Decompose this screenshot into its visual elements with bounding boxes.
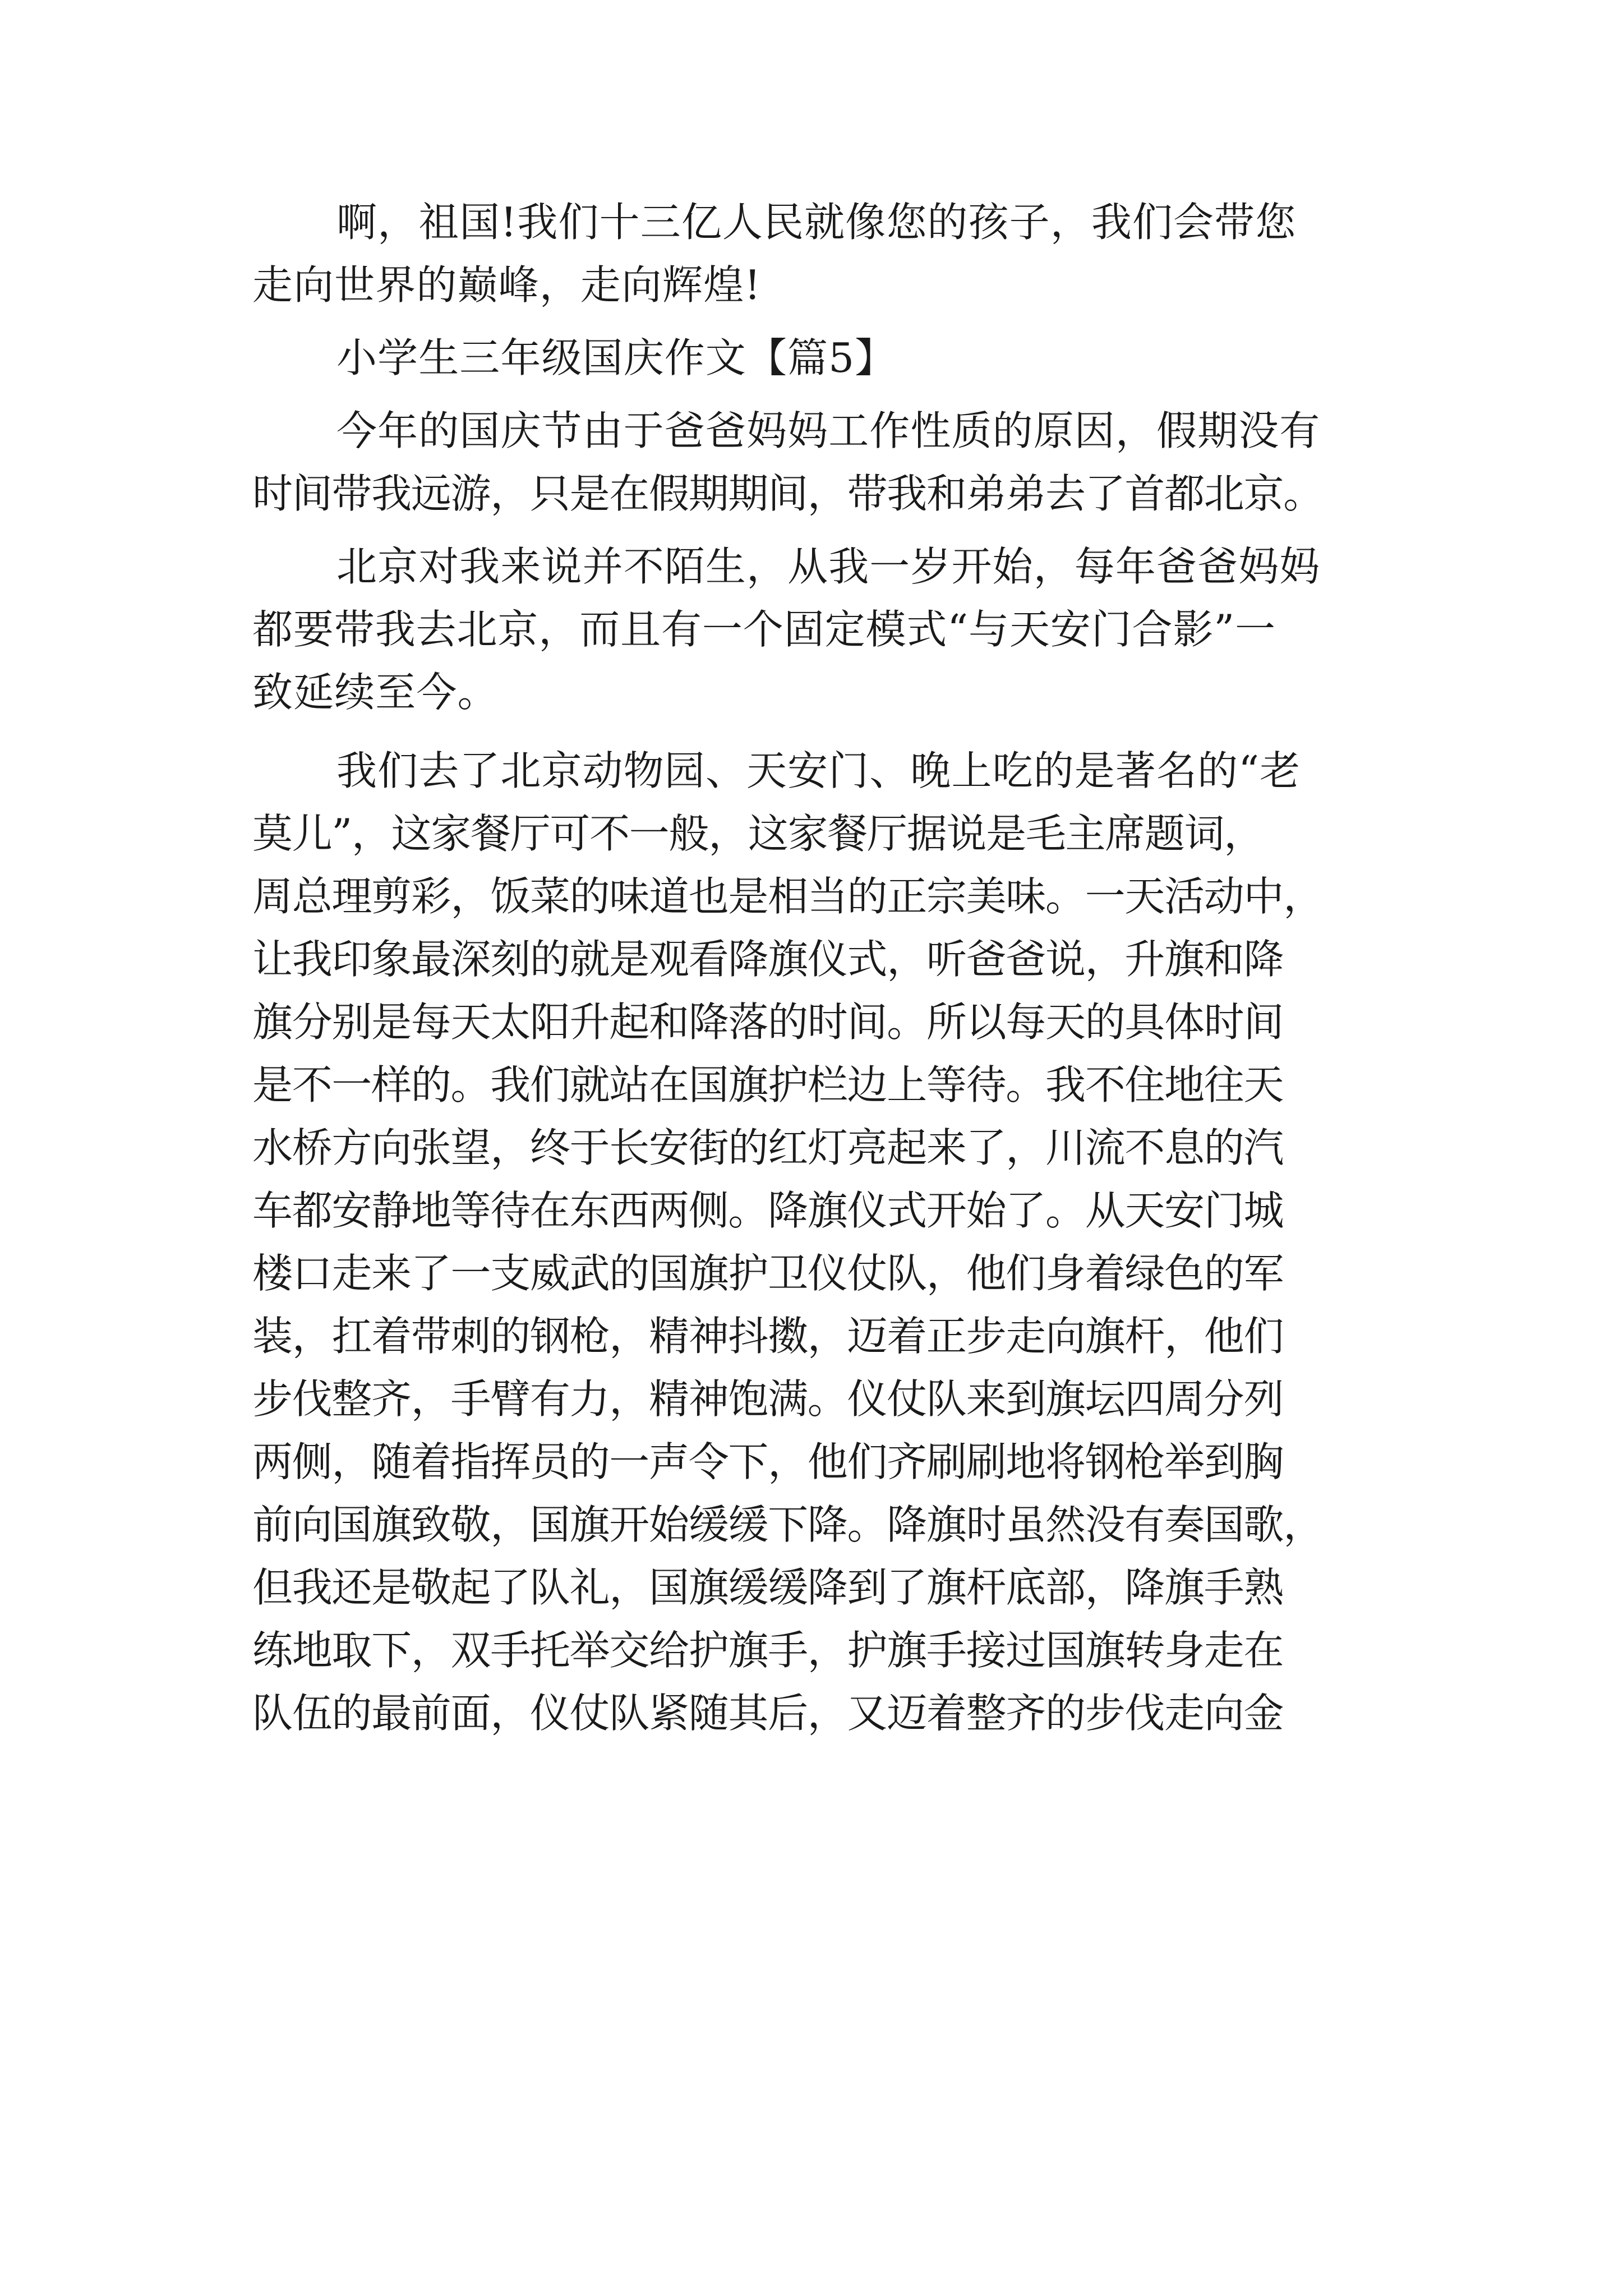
document-body: [252, 191, 1385, 1745]
text-line: 致延续至今。: [252, 669, 499, 716]
paragraph-holiday-intro: [252, 399, 1385, 525]
text-line: 两侧，随着指挥员的一声令下，他们齐刷刷地将钢枪举到胸: [252, 1438, 1284, 1485]
text-line: 旗分别是每天太阳升起和降落的时间。所以每天的具体时间: [252, 999, 1284, 1046]
text-line: 楼口走来了一支威武的国旗护卫仪仗队，他们身着绿色的军: [252, 1250, 1284, 1297]
text-line: 是不一样的。我们就站在国旗护栏边上等待。我不住地往天: [252, 1061, 1284, 1108]
text-line: 今年的国庆节由于爸爸妈妈工作性质的原因，假期没有: [336, 407, 1321, 454]
paragraph-flag-lowering: [252, 739, 1385, 1745]
text-line: 走向世界的巅峰，走向辉煌!: [252, 261, 762, 309]
heading-text: 小学生三年级国庆作文【篇5】: [336, 334, 896, 381]
paragraph-beijing-familiar: [252, 535, 1385, 724]
text-line: 车都安静地等待在东西两侧。降旗仪式开始了。从天安门城: [252, 1187, 1284, 1234]
text-line: 啊，祖国!我们十三亿人民就像您的孩子，我们会带您: [336, 199, 1297, 246]
text-line: 但我还是敬起了队礼，国旗缓缓降到了旗杆底部，降旗手熟: [252, 1564, 1284, 1611]
text-line: 水桥方向张望，终于长安街的红灯亮起来了，川流不息的汽: [252, 1124, 1284, 1171]
text-line: 都要带我去北京，而且有一个固定模式“与天安门合影”一: [252, 606, 1276, 653]
text-line: 前向国旗致敬，国旗开始缓缓下降。降旗时虽然没有奏国歌，: [252, 1501, 1323, 1548]
text-line: 步伐整齐，手臂有力，精神饱满。仪仗队来到旗坛四周分列: [252, 1375, 1284, 1423]
paragraph-closing-exclamation: [252, 191, 1385, 316]
text-line: 莫儿”，这家餐厅可不一般，这家餐厅据说是毛主席题词，: [252, 810, 1264, 857]
section-heading: [252, 326, 1385, 389]
text-line: 我们去了北京动物园、天安门、晚上吃的是著名的“老: [336, 747, 1301, 794]
text-line: 北京对我来说并不陌生，从我一岁开始，每年爸爸妈妈: [336, 543, 1321, 590]
text-line: 让我印象最深刻的就是观看降旗仪式，听爸爸说，升旗和降: [252, 936, 1284, 983]
text-line: 时间带我远游，只是在假期期间，带我和弟弟去了首都北京。: [252, 470, 1323, 517]
text-line: 队伍的最前面，仪仗队紧随其后，又迈着整齐的步伐走向金: [252, 1690, 1284, 1737]
text-line: 练地取下，双手托举交给护旗手，护旗手接过国旗转身走在: [252, 1627, 1284, 1674]
text-line: 装，扛着带刺的钢枪，精神抖擞，迈着正步走向旗杆，他们: [252, 1313, 1284, 1360]
text-line: 周总理剪彩，饭菜的味道也是相当的正宗美味。一天活动中，: [252, 873, 1323, 920]
